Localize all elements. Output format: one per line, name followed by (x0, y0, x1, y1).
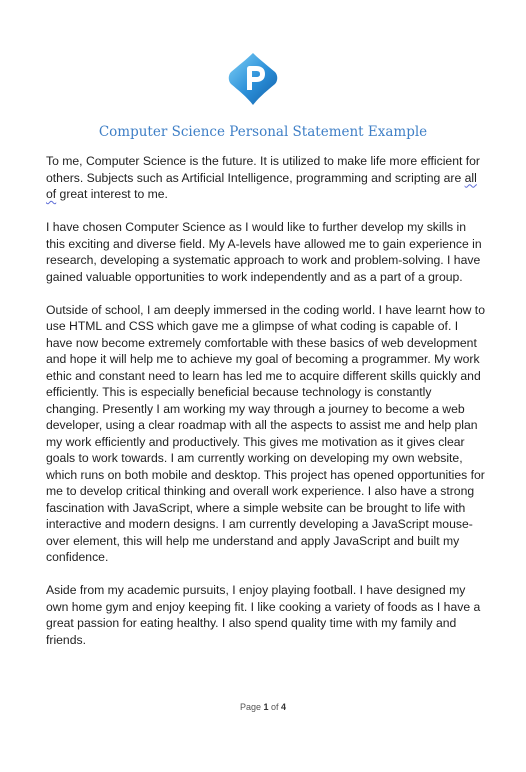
document-body (46, 153, 486, 665)
paragraph-motivation: I have chosen Computer Science as I would like to further develop my skills in this exciting and diverse field. My A-levels have allowed me to gain experience in research, developing a systematic approach to work and problem-solving. I have gained valuable opportunities to work independently and as a part of a group. (46, 220, 482, 284)
paragraph-interests: Aside from my academic pursuits, I enjoy playing football. I have designed my own home gym and enjoy keeping fit. I like cooking a variety of foods as I have a great passion for eating healthy. I also spend quality time with my family and friends. (46, 583, 481, 647)
page-footer (0, 702, 526, 712)
grammar-flagged-text[interactable]: all of (46, 170, 477, 201)
paragraph-intro-start: To me, Computer Science is the future. It is utilized to make life more efficient for others. Subjects such as Artificial Intelligence, programming and scripting are (46, 154, 480, 185)
page-label: Page (239, 702, 261, 712)
logo-icon (228, 52, 278, 106)
total-pages-number: 4 (281, 702, 287, 712)
of-label: of (271, 702, 279, 712)
paragraph-intro (46, 153, 486, 203)
document-title: Computer Science Personal Statement Example (98, 124, 428, 140)
current-page-number: 1 (263, 702, 269, 712)
paragraph-coding: Outside of school, I am deeply immersed in the coding world. I have learnt how to use HTML and CSS which gave me a glimpse of what coding is capable of. I have now become extremely comfortable with these basics of web development and hope it will help me to achieve my goal of becoming a programmer. My work ethic and constant need to learn has led me to acquire different skills quickly and efficiently. This is especially beneficial because technology is constantly changing. Presently I am working my way through a journey to become a web developer, using a clear roadmap with all the aspects to assist me and help plan my work efficiently and productively. This gives me motivation as it gives clear goals to work towards. I am currently working on developing my own website, which runs on both mobile and desktop. This project has opened opportunities for me to develop critical thinking and overall work experience. I also have a strong fascination with JavaScript, where a simple website can be brought to life with interactive and modern designs. I am currently developing a JavaScript mouse-over element, this will help me understand and apply JavaScript and built my confidence. (46, 302, 485, 564)
paragraph-intro-end: great interest to me. (56, 187, 168, 201)
